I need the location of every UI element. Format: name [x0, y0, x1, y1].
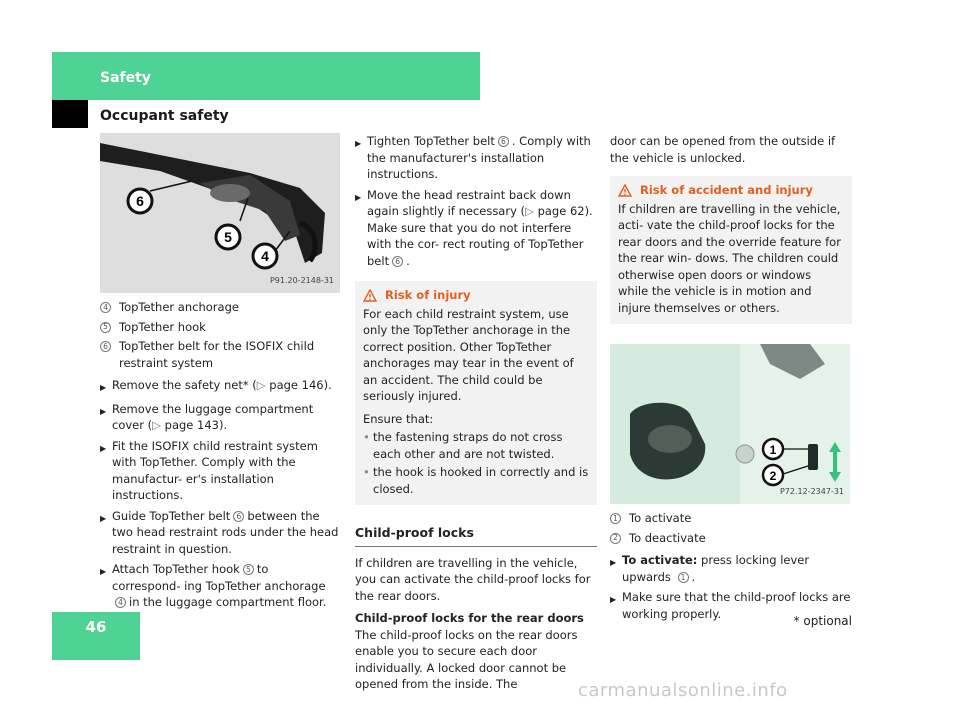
step-text: Guide TopTether belt: [112, 508, 231, 523]
step-label: To activate:: [622, 553, 698, 567]
header-tab-marker: [52, 100, 88, 128]
legend-item: [100, 299, 340, 316]
bullet-dot-icon: •: [363, 430, 370, 444]
warning-triangle-icon: [363, 289, 377, 302]
page-number: 46: [85, 618, 107, 636]
step-text: Tighten TopTether belt: [367, 134, 495, 148]
page-ref-link[interactable]: page 146).: [269, 378, 332, 392]
section-title: Safety: [100, 70, 151, 86]
warning-bullet: [363, 464, 589, 497]
step-text: Attach TopTether hook: [112, 562, 240, 576]
page-ref-arrow-icon: ▷: [256, 378, 266, 392]
legend-number: 5: [100, 322, 111, 333]
footnote-optional: * optional: [793, 614, 852, 628]
instruction-step: [100, 438, 340, 504]
legend-text: To activate: [629, 511, 692, 525]
step-arrow-icon: ▶: [100, 443, 107, 453]
legend-item: [610, 530, 852, 547]
image-code: P72.12-2347-31: [779, 486, 844, 496]
bullet-text: the fastening straps do not cross each other and are not twisted.: [373, 430, 563, 461]
legend-list: [610, 510, 852, 546]
watermark: carmanualsonline.info: [578, 680, 788, 701]
instruction-step: [100, 508, 340, 558]
warning-title: Risk of accident and injury: [640, 183, 813, 197]
instruction-step: [100, 561, 340, 611]
legend-text: To deactivate: [629, 530, 706, 545]
step-text: Make sure that the child-proof locks are working properly.: [622, 590, 851, 621]
legend-number: 4: [100, 302, 111, 313]
step-text: Remove the luggage compartment cover (: [112, 401, 314, 432]
legend-text: TopTether belt for the ISOFIX child restraint system: [119, 339, 315, 370]
warning-bullet: [363, 429, 589, 462]
step-arrow-icon: ▶: [355, 139, 362, 148]
instruction-list: [100, 377, 340, 611]
child-lock-illustration: [610, 344, 850, 504]
page-ref-arrow-icon: ▷: [525, 204, 534, 218]
step-text: Move the head restraint back down again slightly if necessary (: [367, 187, 571, 218]
subsection-body: The child-proof locks on the rear doors enable you to secure each door individually. A locked door cannot be opened from the inside. The: [355, 627, 578, 691]
warning-ensure: Ensure that:: [363, 411, 434, 426]
legend-item: [100, 338, 340, 371]
warning-title: Risk of injury: [385, 288, 471, 302]
inline-number: 6: [392, 256, 403, 267]
warning-body: If children are travelling in the vehicle, acti- vate the child-proof locks for the rear doors and the override feature for the rear win- dows. The children could otherwise open doors or windows while the vehicle is in motion and injure themselves or others.: [618, 201, 841, 315]
step-text: Fit the ISOFIX child restraint system with TopTether. Comply with the manufactur- er's installation instructions.: [112, 438, 318, 502]
legend-number: 6: [100, 341, 111, 352]
step-text: between the two head restraint rods under the head restraint in question.: [112, 508, 339, 556]
warning-triangle-icon: [618, 184, 632, 197]
callout-5: 5: [224, 229, 232, 245]
legend-list: [100, 299, 340, 371]
callout-2: 2: [769, 469, 777, 483]
section-intro: If children are travelling in the vehicle, you can activate the child-proof locks for the rear doors.: [355, 555, 591, 603]
step-text: in the luggage compartment floor.: [129, 595, 327, 609]
step-arrow-icon: ▶: [100, 383, 107, 392]
instruction-step: [100, 377, 340, 397]
page-ref-link[interactable]: page 143).: [164, 418, 228, 432]
toptether-photo: [100, 133, 340, 293]
warning-box: [610, 176, 852, 324]
callout-4: 4: [261, 248, 269, 264]
step-text: Remove the safety net* (: [112, 378, 257, 392]
instruction-step: [355, 187, 597, 270]
instruction-step: [610, 552, 852, 585]
step-text: press locking lever upwards: [622, 553, 810, 584]
legend-number: 1: [610, 513, 621, 524]
column-left: [100, 133, 340, 611]
continued-text: door can be opened from the outside if the vehicle is unlocked.: [610, 134, 836, 165]
legend-number: 2: [610, 533, 621, 544]
step-arrow-icon: ▶: [355, 192, 362, 202]
inline-number: 6: [233, 511, 244, 522]
warning-body: For each child restraint system, use only the TopTether anchorage in the correct position. Other TopTether anchorages may tear in the event of an accident. The child could be seriously injured.: [363, 306, 574, 403]
inline-number: 4: [115, 597, 126, 608]
step-text: to correspond- ing TopTether anchorage: [112, 562, 326, 593]
child-lock-photo: [610, 344, 850, 504]
bullet-dot-icon: •: [363, 465, 370, 479]
step-arrow-icon: ▶: [100, 406, 107, 416]
bullet-text: the hook is hooked in correctly and is closed.: [373, 465, 589, 496]
inline-number: 6: [498, 136, 509, 147]
legend-item: [100, 319, 340, 336]
inline-number: 1: [678, 572, 689, 583]
subsection-title: Occupant safety: [100, 108, 229, 124]
legend-text: TopTether anchorage: [119, 300, 239, 314]
instruction-step: [355, 133, 597, 183]
step-arrow-icon: ▶: [610, 558, 617, 567]
page-ref-link[interactable]: page 62). Make sure that you do not interfere with the cor- rect routing of TopTether belt: [367, 204, 593, 268]
step-text: .: [691, 569, 696, 584]
column-middle: [355, 133, 597, 693]
inline-number: 5: [243, 564, 254, 575]
step-text: .: [406, 253, 410, 268]
image-code: P91.20-2148-31: [269, 275, 334, 285]
step-text: . Comply with the manufacturer's installation instructions.: [367, 134, 591, 181]
instruction-step: [100, 401, 340, 434]
callout-6: 6: [136, 193, 144, 209]
legend-text: TopTether hook: [119, 319, 206, 334]
legend-item: [610, 510, 852, 527]
toptether-illustration: [100, 133, 340, 293]
callout-1: 1: [769, 443, 777, 457]
step-arrow-icon: ▶: [100, 567, 107, 576]
section-heading: Child-proof locks: [355, 525, 597, 547]
page-ref-arrow-icon: ▷: [152, 418, 161, 432]
step-arrow-icon: ▶: [610, 595, 617, 604]
column-right: [610, 133, 852, 622]
step-arrow-icon: ▶: [100, 513, 107, 523]
warning-box: [355, 281, 597, 505]
subsection-heading: Child-proof locks for the rear doors: [355, 611, 584, 625]
